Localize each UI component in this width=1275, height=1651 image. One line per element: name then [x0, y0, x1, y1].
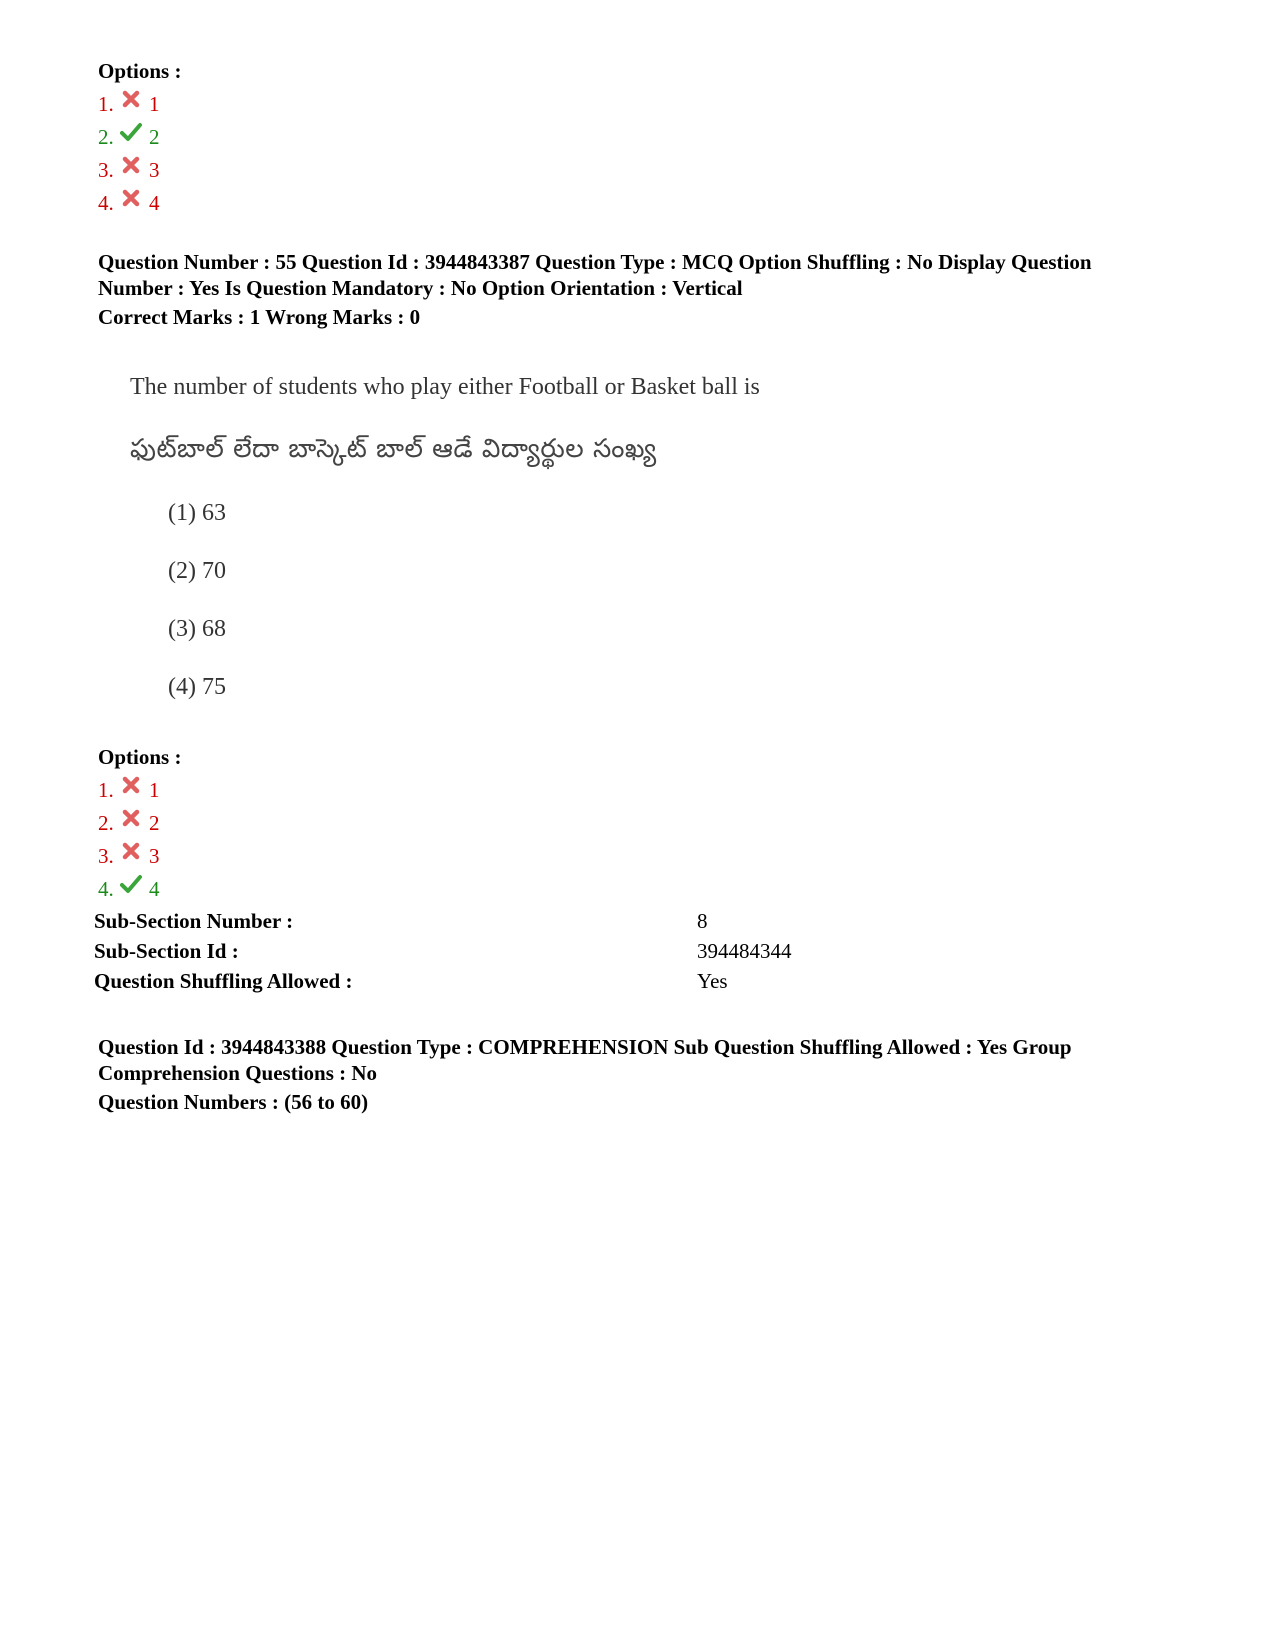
option-item [98, 121, 160, 154]
option-value: 1 [149, 92, 160, 116]
subsection-number-label: Sub-Section Number : [94, 909, 294, 933]
option-number: 1. [98, 778, 114, 802]
options-label: Options : [98, 745, 182, 769]
cross-icon [120, 841, 142, 861]
option-item [98, 774, 160, 807]
option-value: 3 [149, 844, 160, 868]
option-number: 4. [98, 877, 114, 901]
question-marks: Correct Marks : 1 Wrong Marks : 0 [98, 305, 421, 329]
option-number: 4. [98, 191, 114, 215]
question-header [98, 249, 1198, 301]
option-number: 3. [98, 844, 114, 868]
option-item [98, 840, 160, 873]
option-value: 3 [149, 158, 160, 182]
option-item [98, 807, 160, 840]
choice-1: (1) 63 [168, 500, 226, 526]
choice-2: (2) 70 [168, 558, 226, 584]
option-value: 2 [149, 125, 160, 149]
comprehension-header-line2: Comprehension Questions : No [98, 1061, 378, 1085]
option-number: 2. [98, 811, 114, 835]
option-number: 3. [98, 158, 114, 182]
cross-icon [120, 155, 142, 175]
question-text-english: The number of students who play either Football or Basket ball is [130, 374, 760, 400]
choice-3: (3) 68 [168, 616, 226, 642]
comprehension-header [98, 1034, 1198, 1086]
options-list [98, 88, 160, 220]
option-item [98, 873, 160, 906]
option-value: 4 [149, 877, 160, 901]
question-text-telugu: ఫుట్‌బాల్ లేదా బాస్కెట్ బాల్ ఆడే విద్యార్థుల సంఖ్య [130, 434, 657, 464]
comprehension-header-line1: Question Id : 3944843388 Question Type : COMPREHENSION Sub Question Shuffling Allowed : Yes Group [98, 1035, 1072, 1059]
option-item [98, 187, 160, 220]
question-numbers: Question Numbers : (56 to 60) [98, 1090, 369, 1114]
option-value: 1 [149, 778, 160, 802]
option-item [98, 88, 160, 121]
cross-icon [120, 188, 142, 208]
cross-icon [120, 775, 142, 795]
question-header-line2: Number : Yes Is Question Mandatory : No Option Orientation : Vertical [98, 276, 743, 300]
subsection-number-value: 8 [697, 909, 708, 933]
choice-4: (4) 75 [168, 674, 226, 700]
options-label: Options : [98, 59, 182, 83]
option-item [98, 154, 160, 187]
option-value: 2 [149, 811, 160, 835]
check-icon [120, 122, 142, 142]
question-header-line1: Question Number : 55 Question Id : 3944843387 Question Type : MCQ Option Shuffling : No Display Question [98, 250, 1092, 274]
check-icon [120, 874, 142, 894]
question-shuffling-value: Yes [697, 969, 728, 993]
subsection-id-value: 394484344 [697, 939, 792, 963]
option-number: 2. [98, 125, 114, 149]
option-value: 4 [149, 191, 160, 215]
option-number: 1. [98, 92, 114, 116]
cross-icon [120, 89, 142, 109]
question-shuffling-label: Question Shuffling Allowed : [94, 969, 353, 993]
options-list [98, 774, 160, 906]
subsection-id-label: Sub-Section Id : [94, 939, 239, 963]
cross-icon [120, 808, 142, 828]
